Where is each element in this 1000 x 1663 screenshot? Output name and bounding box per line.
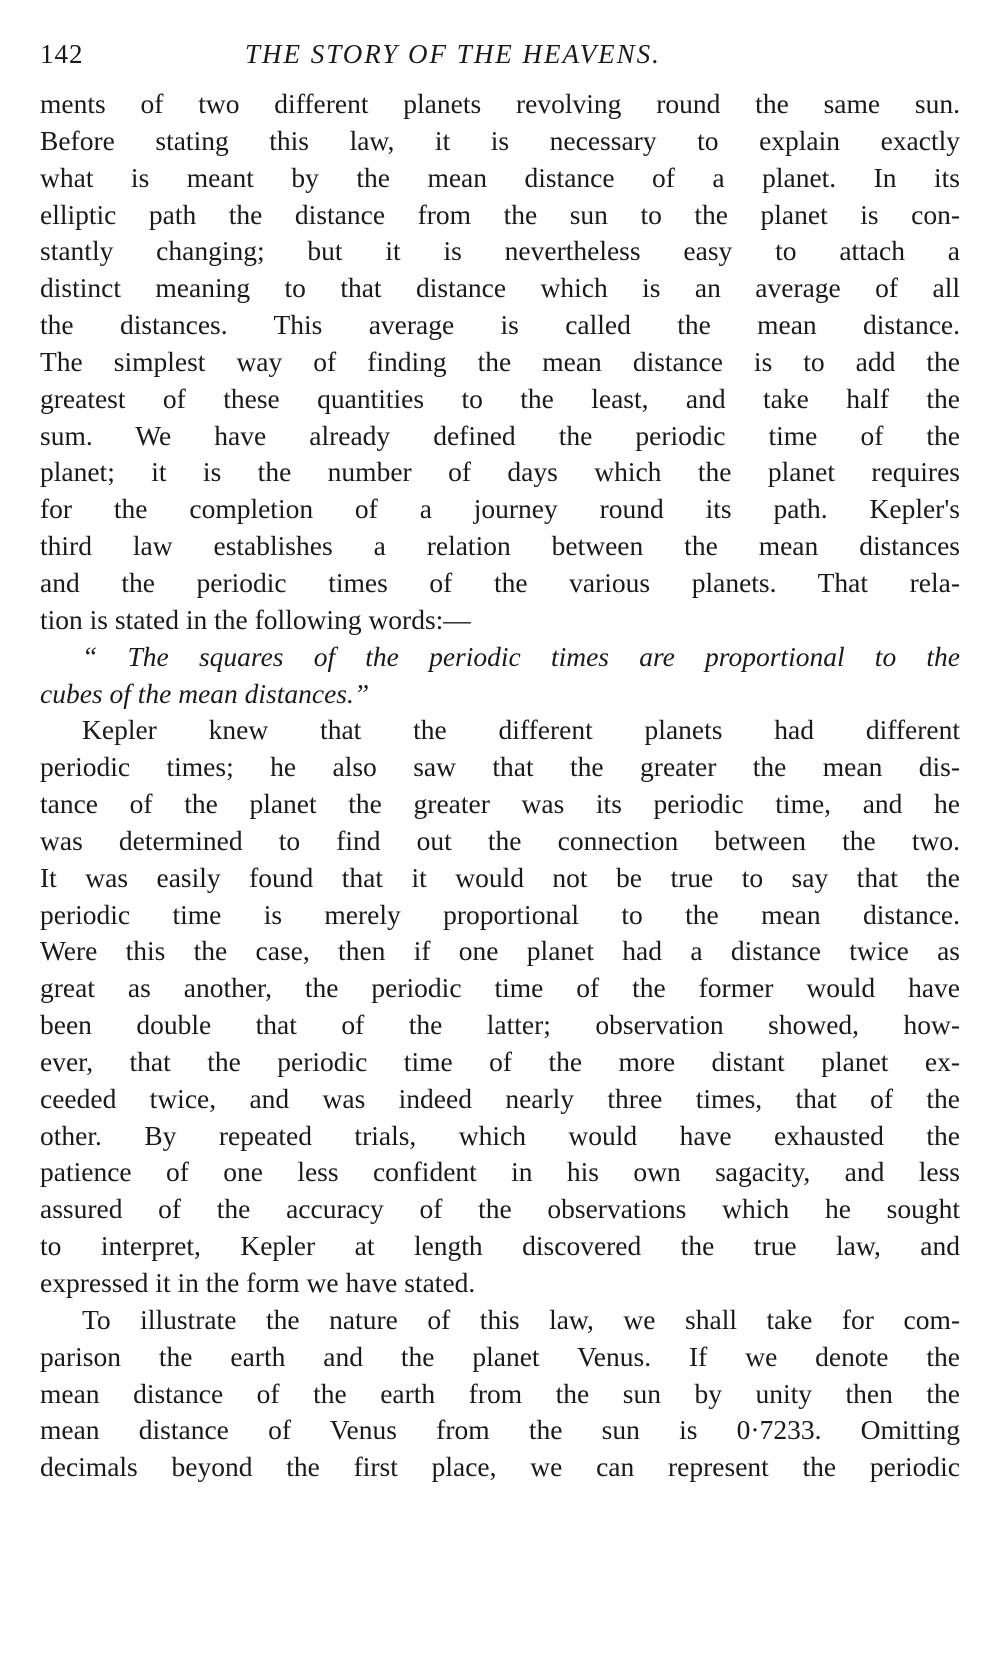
page-header [40,34,960,86]
text-line: The simplest way of finding the mean distance is to add the [40,345,960,377]
text-line: tance of the planet the greater was its periodic time, and he [40,788,960,820]
text-line: expressed it in the form we have stated. [40,1267,476,1298]
text-line: great as another, the periodic time of the former would have [40,972,960,1004]
text-line: periodic times; he also saw that the greater the mean dis- [40,751,960,783]
text-line: tion is stated in the following words:— [40,603,471,635]
text-line: greatest of these quantities to the least, and take half the [40,382,960,414]
page-number: 142 [40,39,84,69]
kepler-law-quotation [40,639,960,713]
text-line: the distances. This average is called the mean distance. [40,309,960,341]
paragraph-continued [40,86,960,639]
text-line: what is meant by the mean distance of a planet. In its [40,161,960,193]
text-line: and the periodic times of the various planets. That rela- [40,566,960,598]
text-line: for the completion of a journey round its path. Kepler's [40,493,960,525]
text-line: been double that of the latter; observation showed, how- [40,1009,960,1041]
text-line: mean distance of the earth from the sun by unity then the [40,1377,960,1409]
text-line: was determined to find out the connection between the two. [40,824,960,856]
text-line: distinct meaning to that distance which is an average of all [40,272,960,304]
text-line: third law establishes a relation between the mean distances [40,530,960,562]
text-line: Before stating this law, it is necessary to explain exactly [40,124,960,156]
text-line: To illustrate the nature of this law, we shall take for com- [82,1303,960,1335]
text-line: ments of two different planets revolving round the same sun. [40,88,960,119]
text-line: elliptic path the distance from the sun to the planet is con- [40,198,960,230]
book-page [40,34,960,1486]
text-line: ceeded twice, and was indeed nearly three times, that of the [40,1082,960,1114]
text-line: mean distance of Venus from the sun is 0·7233. Omitting [40,1414,960,1446]
text-line: stantly changing; but it is nevertheless easy to attach a [40,235,960,267]
text-line: decimals beyond the first place, we can represent the periodic [40,1451,960,1483]
text-line: planet; it is the number of days which the planet requires [40,456,960,488]
text-line: assured of the accuracy of the observations which he sought [40,1193,960,1225]
text-line: parison the earth and the planet Venus. If we denote the [40,1340,960,1372]
running-title: THE STORY OF THE HEAVENS. [245,39,661,69]
text-line: “ The squares of the periodic times are proportional to the [82,640,960,672]
text-line: Were this the case, then if one planet had a distance twice as [40,935,960,967]
text-line: periodic time is merely proportional to the mean distance. [40,898,960,930]
text-line: to interpret, Kepler at length discovered the true law, and [40,1230,960,1262]
paragraph [40,1302,960,1486]
text-line: It was easily found that it would not be true to say that the [40,861,960,893]
text-line: other. By repeated trials, which would have exhausted the [40,1119,960,1151]
text-line: Kepler knew that the different planets had different [82,714,960,746]
paragraph [40,712,960,1302]
text-line: cubes of the mean distances.” [40,677,370,709]
text-line: ever, that the periodic time of the more distant planet ex- [40,1045,960,1077]
text-line: sum. We have already defined the periodic time of the [40,419,960,451]
text-line: patience of one less confident in his own sagacity, and less [40,1156,960,1188]
